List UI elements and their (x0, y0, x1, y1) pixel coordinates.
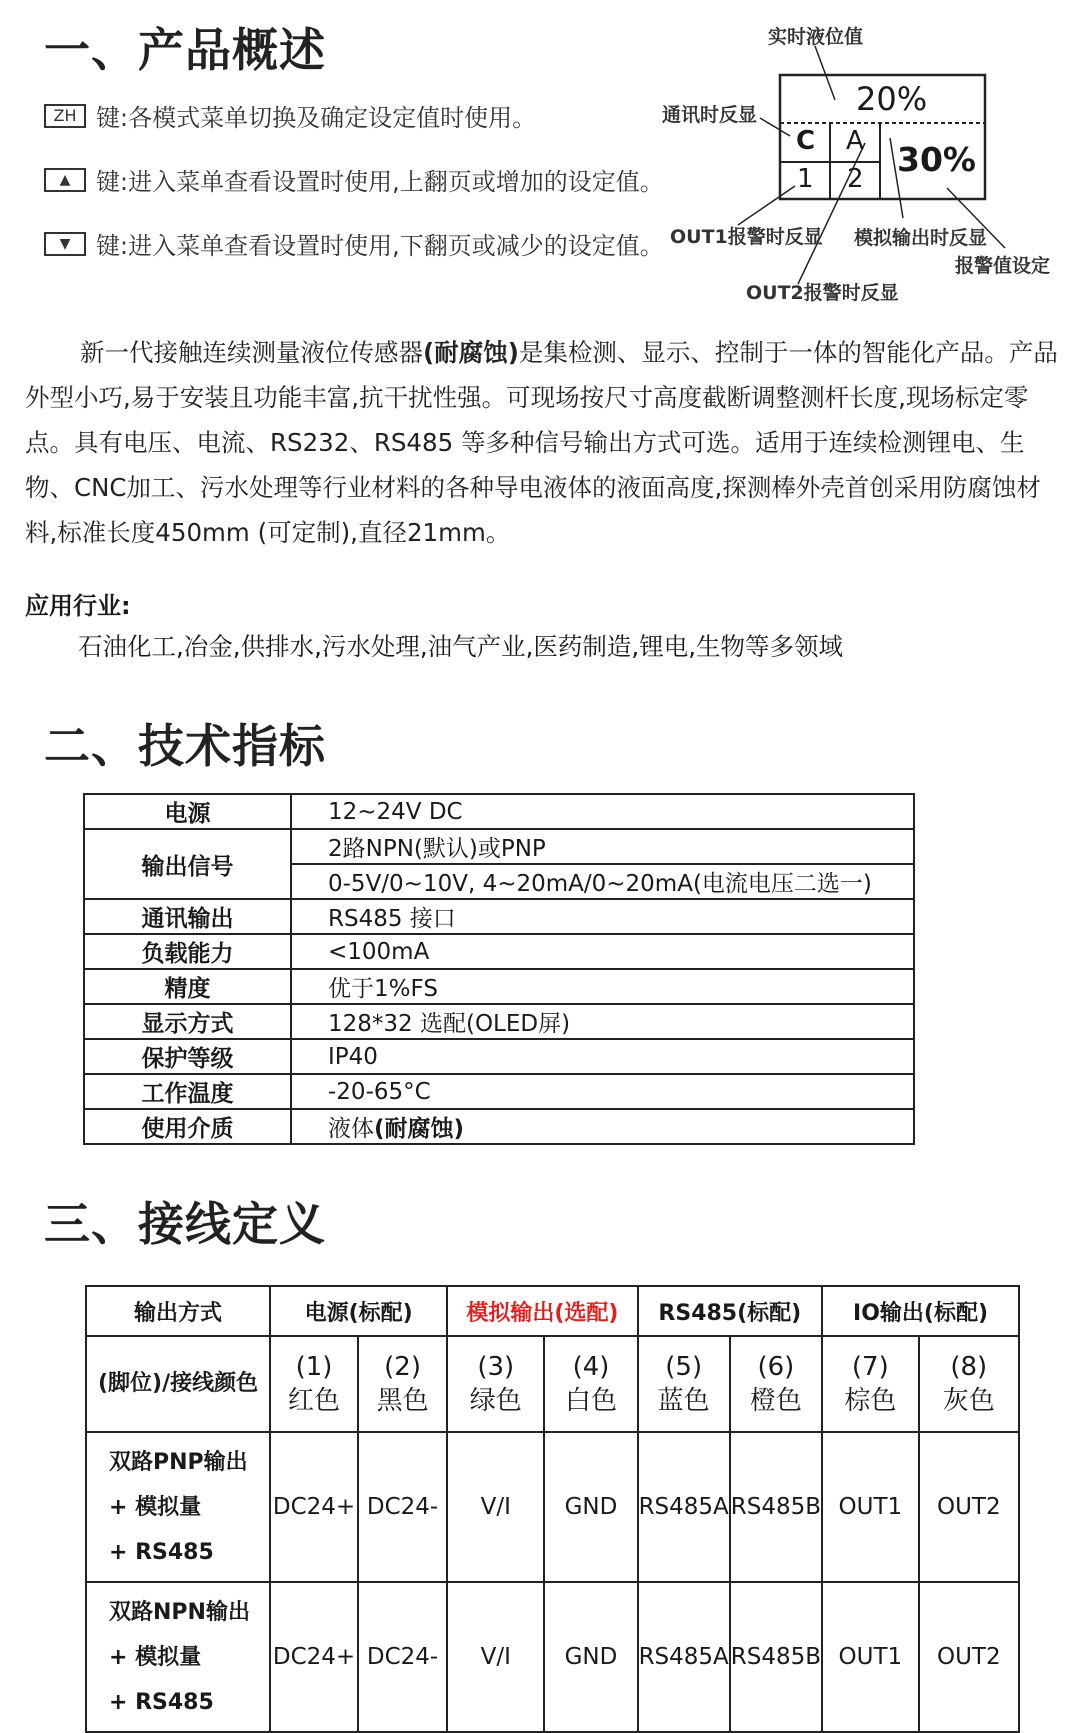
pin-color: 红色 (288, 1386, 341, 1416)
header-rs485: RS485(标配) (638, 1286, 822, 1336)
pin-cell (544, 1336, 637, 1432)
pin-number: (3) (477, 1352, 515, 1382)
up-arrow-key-icon: ▲ (44, 168, 86, 192)
pin-cell (730, 1336, 822, 1432)
out1-alarm-label: OUT1报警时反显 (670, 226, 823, 248)
pin-color: 黑色 (376, 1386, 429, 1416)
key-row-zh (44, 98, 536, 133)
header-output-mode: 输出方式 (86, 1286, 270, 1336)
wiring-cell: RS485A (638, 1432, 730, 1582)
key-row-down (44, 226, 664, 261)
wiring-cell: GND (544, 1582, 637, 1732)
wiring-cell: OUT1 (822, 1432, 919, 1582)
display-cell-1: 1 (797, 164, 814, 194)
pin-number: (2) (384, 1352, 421, 1382)
desc-text-1: 新一代接触连续测量液位传感器 (80, 338, 423, 367)
spec-key: 电源 (84, 794, 291, 829)
spec-value: 优于1%FS (291, 969, 914, 1004)
wiring-cell: OUT1 (822, 1582, 919, 1732)
mode-line: + RS485 (109, 1689, 214, 1715)
key-desc-down: 键:进入菜单查看设置时使用,下翻页或减少的设定值。 (96, 232, 664, 260)
pin-color: 蓝色 (657, 1386, 710, 1416)
mode-line: + 模拟量 (109, 1494, 202, 1520)
wiring-cell: RS485A (638, 1582, 730, 1732)
alarm-setpoint-label: 报警值设定 (955, 255, 1051, 277)
display-cell-2: 2 (847, 164, 864, 194)
section-title-overview: 一、产品概述 (44, 23, 326, 77)
spec-table (83, 793, 915, 1145)
spec-key: 保护等级 (84, 1039, 291, 1074)
spec-row (84, 829, 914, 864)
wiring-cell: RS485B (730, 1582, 822, 1732)
pin-color: 棕色 (844, 1386, 897, 1416)
desc-text-2: 是集检测、显示、控制于一体的智能化产品。产品外型小巧,易于安装且功能丰富,抗干扰性强。可现场按尺寸高度截断调整测杆长度,现场标定零点。具有电压、电流、RS232、RS485 等多种信号输出方式可选。适用于连续检测锂电、生物、CNC加工、污水处理等行业材料的各种导电液体的液面高度,探测棒外壳首创采用防腐蚀材料,标准长度450mm (可定制),直径21mm。 (25, 338, 1058, 547)
pin-color: 灰色 (942, 1386, 995, 1416)
pin-color-label: (脚位)/接线颜色 (86, 1336, 270, 1432)
section-title-wiring: 三、接线定义 (44, 1197, 326, 1251)
wiring-cell: DC24- (358, 1582, 447, 1732)
pin-cell (822, 1336, 919, 1432)
wiring-cell: OUT2 (919, 1432, 1019, 1582)
mode-line: 双路NPN输出 (109, 1599, 250, 1625)
spec-key: 显示方式 (84, 1004, 291, 1039)
spec-key: 精度 (84, 969, 291, 1004)
comm-feedback-label: 通讯时反显 (662, 104, 758, 126)
zh-key-icon: ZH (44, 104, 86, 128)
desc-text-bold: (耐腐蚀) (423, 338, 519, 367)
spec-row (84, 1004, 914, 1039)
spec-key: 工作温度 (84, 1074, 291, 1109)
spec-key: 通讯输出 (84, 899, 291, 934)
mode-line: 双路PNP输出 (109, 1449, 248, 1475)
spec-row (84, 1074, 914, 1109)
spec-row (84, 934, 914, 969)
key-desc-zh: 键:各模式菜单切换及确定设定值时使用。 (96, 104, 537, 132)
wiring-cell: RS485B (730, 1432, 822, 1582)
header-power: 电源(标配) (270, 1286, 447, 1336)
spec-value: 12~24V DC (291, 794, 914, 829)
spec-value: 128*32 选配(OLED屏) (291, 1004, 914, 1039)
out2-alarm-label: OUT2报警时反显 (746, 282, 899, 304)
wiring-cell: OUT2 (919, 1582, 1019, 1732)
wiring-header-row (86, 1286, 1019, 1336)
mode-label-pnp (86, 1432, 270, 1582)
display-cell-c: C (796, 126, 816, 156)
mode-label-npn (86, 1582, 270, 1732)
display-diagram (650, 18, 1080, 303)
spec-value: RS485 接口 (291, 899, 914, 934)
spec-row (84, 899, 914, 934)
spec-value: IP40 (291, 1039, 914, 1074)
pin-number: (4) (572, 1352, 610, 1382)
spec-key: 输出信号 (84, 829, 291, 899)
header-io-output: IO输出(标配) (822, 1286, 1019, 1336)
pin-number: (7) (851, 1352, 889, 1382)
spec-value-text: 液体 (328, 1116, 374, 1142)
wiring-table (85, 1285, 1020, 1733)
mode-line: + 模拟量 (109, 1644, 202, 1670)
spec-key: 负载能力 (84, 934, 291, 969)
spec-key: 使用介质 (84, 1109, 291, 1144)
pin-number: (5) (665, 1352, 703, 1382)
key-row-up (44, 162, 664, 197)
pin-number: (6) (757, 1352, 795, 1382)
display-value-top: 20% (856, 80, 928, 118)
wiring-mode-row-pnp (86, 1432, 1019, 1582)
wiring-cell: DC24+ (270, 1582, 358, 1732)
pin-cell (270, 1336, 358, 1432)
spec-value: 2路NPN(默认)或PNP (291, 829, 914, 864)
wiring-cell: DC24- (358, 1432, 447, 1582)
spec-value (291, 1109, 914, 1144)
wiring-cell: V/I (447, 1432, 544, 1582)
spec-row (84, 794, 914, 829)
spec-value: -20-65°C (291, 1074, 914, 1109)
pin-cell (638, 1336, 730, 1432)
header-analog-output: 模拟输出(选配) (447, 1286, 637, 1336)
product-description (25, 330, 1065, 555)
wiring-cell: V/I (447, 1582, 544, 1732)
application-industries: 石油化工,冶金,供排水,污水处理,油气产业,医药制造,锂电,生物等多领域 (78, 632, 844, 661)
spec-row (84, 969, 914, 1004)
pin-cell (447, 1336, 544, 1432)
down-arrow-key-icon: ▼ (44, 232, 86, 256)
analog-output-label: 模拟输出时反显 (854, 227, 988, 249)
display-value-big: 30% (897, 140, 976, 179)
wiring-pin-row (86, 1336, 1019, 1432)
wiring-cell: DC24+ (270, 1432, 358, 1582)
wiring-mode-row-npn (86, 1582, 1019, 1732)
key-desc-up: 键:进入菜单查看设置时使用,上翻页或增加的设定值。 (96, 168, 664, 196)
pin-cell (919, 1336, 1019, 1432)
display-cell-a: A (846, 126, 864, 156)
spec-value: <100mA (291, 934, 914, 969)
pin-color: 绿色 (469, 1386, 522, 1416)
spec-row (84, 1039, 914, 1074)
section-title-specs: 二、技术指标 (44, 719, 326, 773)
wiring-cell: GND (544, 1432, 637, 1582)
spec-value-bold: (耐腐蚀) (374, 1116, 465, 1142)
mode-line: + RS485 (109, 1539, 214, 1565)
pin-number: (1) (295, 1352, 333, 1382)
pin-color: 白色 (564, 1386, 617, 1416)
pin-cell (358, 1336, 447, 1432)
spec-value: 0-5V/0~10V, 4~20mA/0~20mA(电流电压二选一) (291, 864, 914, 899)
pin-color: 橙色 (749, 1386, 802, 1416)
spec-row (84, 1109, 914, 1144)
realtime-level-label: 实时液位值 (768, 26, 864, 48)
pin-number: (8) (950, 1352, 988, 1382)
application-title: 应用行业: (25, 592, 131, 620)
